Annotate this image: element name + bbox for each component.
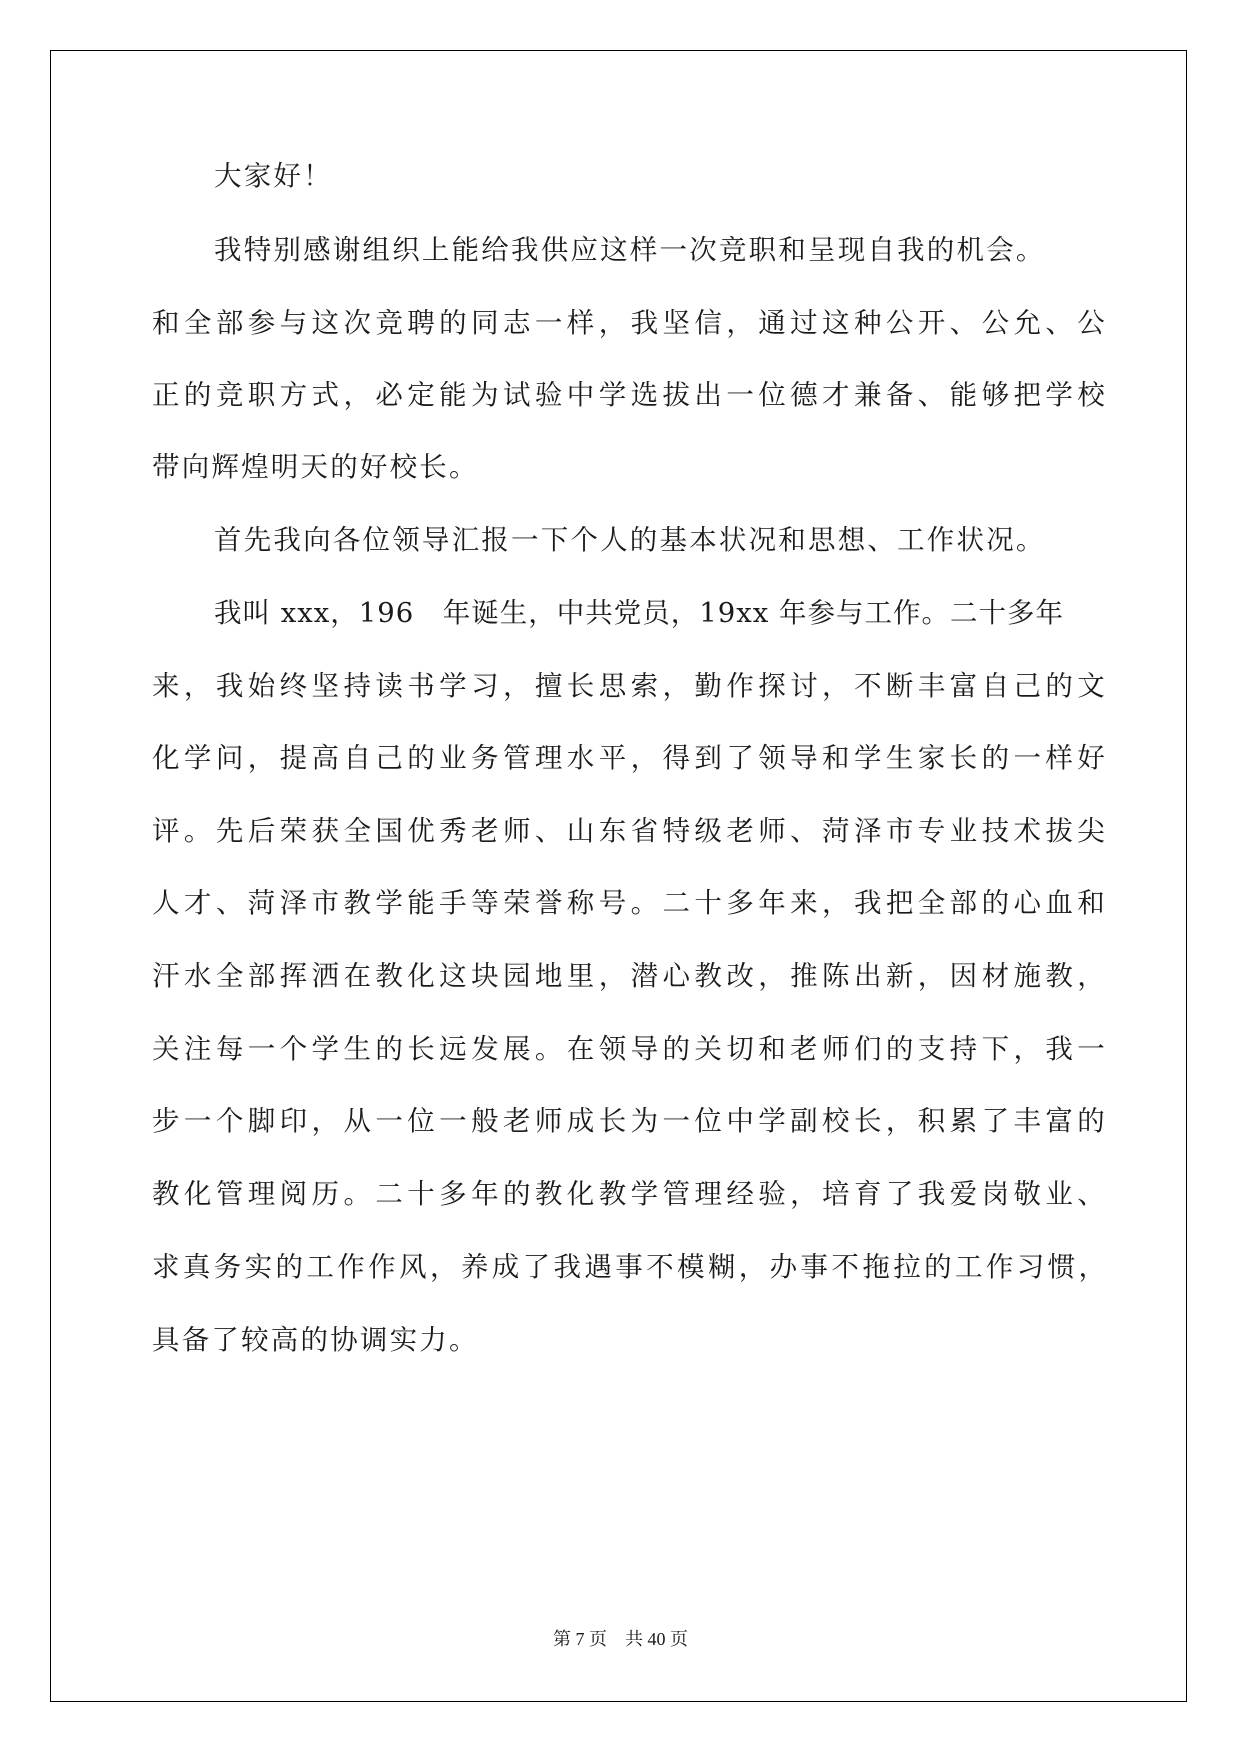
body-line: 首先我向各位领导汇报一下个人的基本状况和思想、工作状况。 [214, 524, 1046, 556]
body-line: 我叫 xxx，196 年诞生，中共党员，19xx 年参与工作。二十多年 [214, 597, 1065, 629]
body-line: 人才、菏泽市教学能手等荣誉称号。二十多年来，我把全部的心血和 [152, 887, 1107, 919]
body-line: 来，我始终坚持读书学习，擅长思索，勤作探讨，不断丰富自己的文 [152, 670, 1107, 702]
body-line: 和全部参与这次竞聘的同志一样，我坚信，通过这种公开、公允、公 [152, 307, 1107, 339]
greeting-line: 大家好！ [214, 160, 333, 192]
body-line: 评。先后荣获全国优秀老师、山东省特级老师、菏泽市专业技术拔尖 [152, 815, 1107, 847]
body-line: 具备了较高的协调实力。 [152, 1324, 479, 1356]
body-line: 化学问，提高自己的业务管理水平，得到了领导和学生家长的一样好 [152, 742, 1107, 774]
body-line: 步一个脚印，从一位一般老师成长为一位中学副校长，积累了丰富的 [152, 1105, 1107, 1137]
page-number: 第 7 页 共 40 页 [553, 1629, 688, 1649]
body-line: 教化管理阅历。二十多年的教化教学管理经验，培育了我爱岗敬业、 [152, 1178, 1107, 1210]
body-line: 汗水全部挥洒在教化这块园地里，潜心教改，推陈出新，因材施教， [152, 960, 1107, 992]
page-border [50, 50, 1187, 1702]
body-line: 关注每一个学生的长远发展。在领导的关切和老师们的支持下，我一 [152, 1033, 1107, 1065]
body-line: 正的竞职方式，必定能为试验中学选拔出一位德才兼备、能够把学校 [152, 379, 1107, 411]
body-line: 我特别感谢组织上能给我供应这样一次竞职和呈现自我的机会。 [214, 234, 1046, 266]
body-line: 求真务实的工作作风，养成了我遇事不模糊，办事不拖拉的工作习惯， [152, 1251, 1107, 1283]
body-line: 带向辉煌明天的好校长。 [152, 451, 479, 483]
